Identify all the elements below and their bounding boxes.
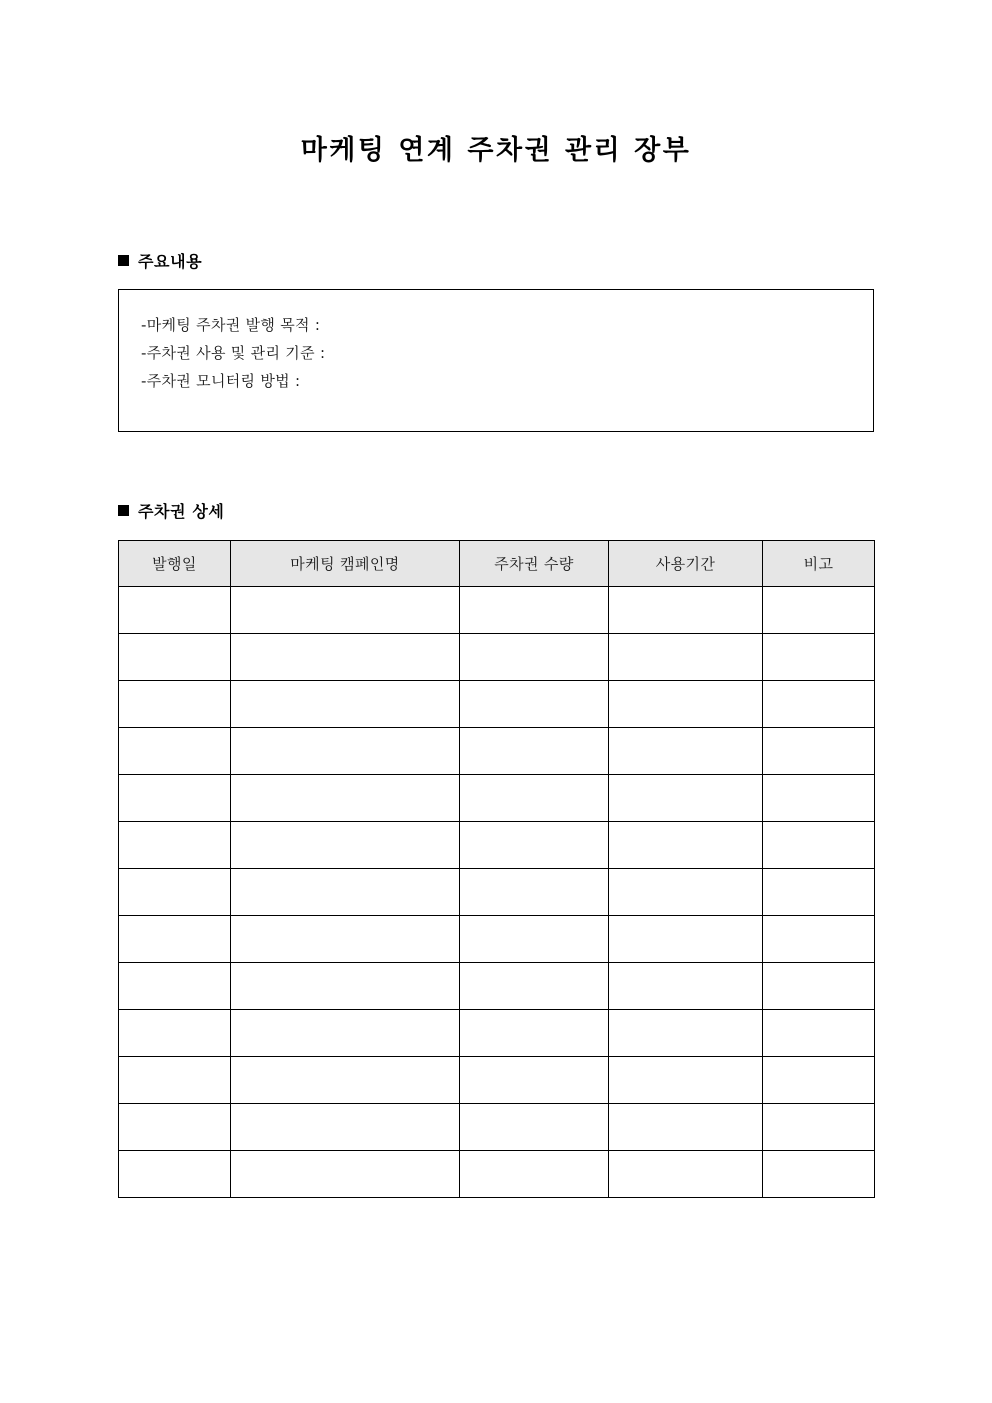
- table-cell[interactable]: [609, 1010, 763, 1057]
- table-cell[interactable]: [460, 587, 609, 634]
- table-header-row: [119, 541, 875, 587]
- table-cell[interactable]: [609, 963, 763, 1010]
- table-cell[interactable]: [460, 916, 609, 963]
- table-cell[interactable]: [763, 963, 875, 1010]
- table-row[interactable]: [119, 775, 875, 822]
- column-header-campaign-name: 마케팅 캠페인명: [231, 541, 460, 587]
- table-cell[interactable]: [763, 1010, 875, 1057]
- square-bullet-icon: [118, 505, 129, 516]
- table-cell[interactable]: [119, 1104, 231, 1151]
- table-cell[interactable]: [119, 1057, 231, 1104]
- table-cell[interactable]: [763, 1057, 875, 1104]
- table-row[interactable]: [119, 963, 875, 1010]
- table-cell[interactable]: [119, 634, 231, 681]
- table-cell[interactable]: [460, 634, 609, 681]
- table-cell[interactable]: [460, 822, 609, 869]
- table-cell[interactable]: [119, 822, 231, 869]
- table-cell[interactable]: [609, 681, 763, 728]
- table-cell[interactable]: [609, 869, 763, 916]
- table-cell[interactable]: [763, 634, 875, 681]
- table-row[interactable]: [119, 1057, 875, 1104]
- main-content-box: [118, 289, 874, 432]
- column-header-issue-date: 발행일: [119, 541, 231, 587]
- table-cell[interactable]: [231, 916, 460, 963]
- column-header-usage-period: 사용기간: [609, 541, 763, 587]
- table-cell[interactable]: [609, 1057, 763, 1104]
- table-cell[interactable]: [231, 634, 460, 681]
- table-cell[interactable]: [231, 822, 460, 869]
- section-heading-main-content: [118, 249, 202, 272]
- table-cell[interactable]: [119, 916, 231, 963]
- table-cell[interactable]: [231, 869, 460, 916]
- table-cell[interactable]: [119, 728, 231, 775]
- table-cell[interactable]: [763, 822, 875, 869]
- main-content-line-purpose: -마케팅 주차권 발행 목적 :: [141, 316, 321, 334]
- table-cell[interactable]: [609, 822, 763, 869]
- table-cell[interactable]: [460, 1057, 609, 1104]
- table-cell[interactable]: [119, 775, 231, 822]
- table-row[interactable]: [119, 1151, 875, 1198]
- table-row[interactable]: [119, 1104, 875, 1151]
- table-cell[interactable]: [609, 634, 763, 681]
- table-cell[interactable]: [231, 1104, 460, 1151]
- table-cell[interactable]: [460, 1010, 609, 1057]
- table-cell[interactable]: [119, 681, 231, 728]
- table-cell[interactable]: [460, 869, 609, 916]
- table-row[interactable]: [119, 634, 875, 681]
- table-cell[interactable]: [609, 728, 763, 775]
- table-row[interactable]: [119, 822, 875, 869]
- table-cell[interactable]: [119, 963, 231, 1010]
- table-cell[interactable]: [119, 1151, 231, 1198]
- table-cell[interactable]: [231, 775, 460, 822]
- table-cell[interactable]: [763, 869, 875, 916]
- table-cell[interactable]: [231, 728, 460, 775]
- table-cell[interactable]: [763, 587, 875, 634]
- section-heading-parking-detail: [118, 499, 224, 522]
- table-cell[interactable]: [231, 1057, 460, 1104]
- table-row[interactable]: [119, 681, 875, 728]
- square-bullet-icon: [118, 255, 129, 266]
- table-cell[interactable]: [231, 1010, 460, 1057]
- main-content-line-usage-standard: -주차권 사용 및 관리 기준 :: [141, 344, 326, 362]
- table-cell[interactable]: [460, 728, 609, 775]
- table-cell[interactable]: [460, 1151, 609, 1198]
- table-cell[interactable]: [460, 1104, 609, 1151]
- table-cell[interactable]: [609, 916, 763, 963]
- table-row[interactable]: [119, 916, 875, 963]
- table-cell[interactable]: [763, 681, 875, 728]
- table-row[interactable]: [119, 728, 875, 775]
- table-row[interactable]: [119, 587, 875, 634]
- main-content-box-inner: [119, 290, 873, 395]
- table-cell[interactable]: [119, 587, 231, 634]
- parking-detail-table-body: [119, 587, 875, 1198]
- section-heading-parking-detail-label: 주차권 상세: [138, 502, 225, 521]
- table-cell[interactable]: [231, 681, 460, 728]
- parking-detail-table-header: [119, 541, 875, 587]
- section-heading-main-content-label: 주요내용: [138, 252, 203, 271]
- table-cell[interactable]: [763, 775, 875, 822]
- column-header-ticket-quantity: 주차권 수량: [460, 541, 609, 587]
- table-cell[interactable]: [763, 1151, 875, 1198]
- table-cell[interactable]: [231, 963, 460, 1010]
- main-content-line-monitoring-method: -주차권 모니터링 방법 :: [141, 372, 301, 390]
- table-cell[interactable]: [119, 869, 231, 916]
- table-cell[interactable]: [609, 775, 763, 822]
- table-cell[interactable]: [763, 916, 875, 963]
- table-row[interactable]: [119, 869, 875, 916]
- table-cell[interactable]: [119, 1010, 231, 1057]
- table-cell[interactable]: [460, 775, 609, 822]
- parking-detail-table: [118, 540, 875, 1198]
- table-cell[interactable]: [231, 587, 460, 634]
- table-cell[interactable]: [609, 1151, 763, 1198]
- table-cell[interactable]: [460, 963, 609, 1010]
- table-row[interactable]: [119, 1010, 875, 1057]
- table-cell[interactable]: [763, 1104, 875, 1151]
- table-cell[interactable]: [609, 1104, 763, 1151]
- page-title: 마케팅 연계 주차권 관리 장부: [300, 135, 692, 166]
- column-header-remarks: 비고: [763, 541, 875, 587]
- table-cell[interactable]: [460, 681, 609, 728]
- table-cell[interactable]: [609, 587, 763, 634]
- table-cell[interactable]: [231, 1151, 460, 1198]
- table-cell[interactable]: [763, 728, 875, 775]
